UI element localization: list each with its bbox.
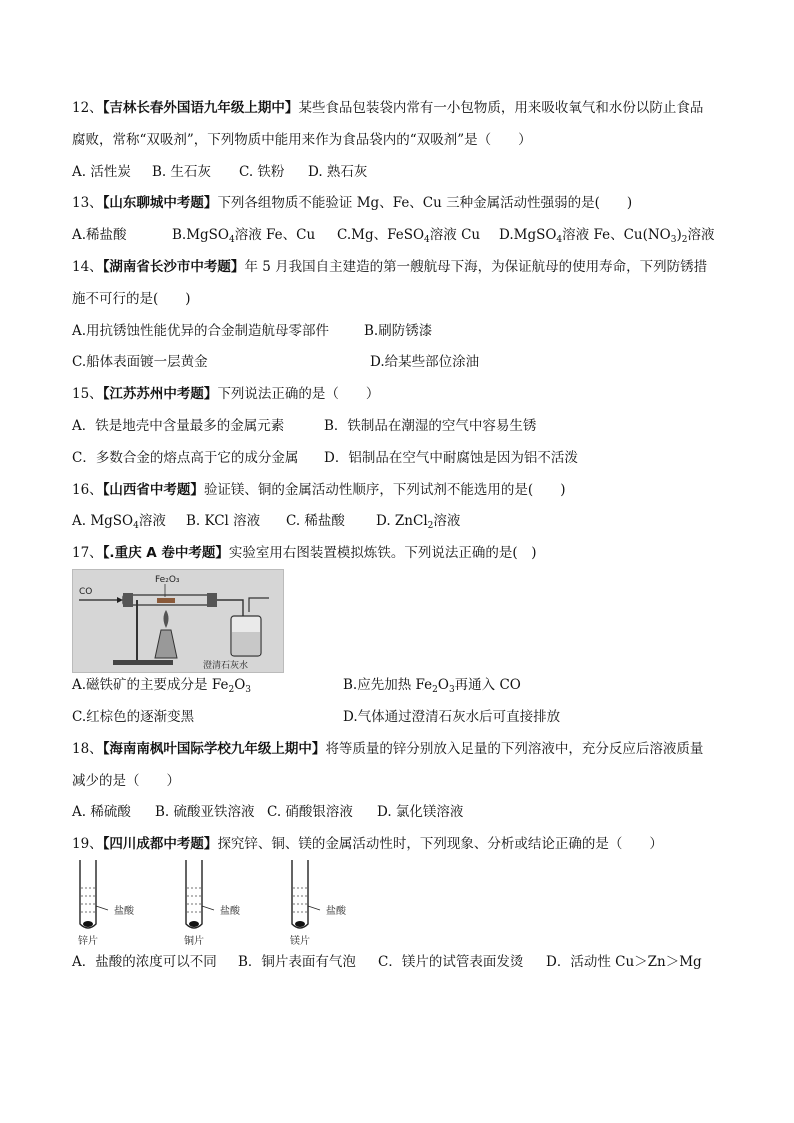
question-source: 【.重庆 A 卷中考题】	[102, 545, 229, 562]
question-17-options-ab	[72, 675, 732, 695]
acid-label: 盐酸	[114, 906, 134, 918]
option-d: D．铝制品在空气中耐腐蚀是因为铝不活泼	[324, 449, 578, 466]
zinc-label: 锌片	[78, 936, 98, 948]
option-c: C. 硝酸银溶液	[267, 804, 353, 821]
option-c: C.Mg、FeSO$_4$溶液 Cu	[337, 227, 481, 246]
test-tubes-diagram	[74, 858, 374, 948]
question-text: 探究锌、铜、镁的金属活动性时，下列现象、分析或结论正确的是（ ）	[217, 836, 663, 853]
question-12-options	[72, 162, 732, 182]
copper-test-tube	[184, 860, 241, 947]
question-19-stem	[72, 834, 732, 854]
question-12-stem-line-2: 腐败，常称“双吸剂”，下列物质中能用来作为食品袋内的“双吸剂”是（ ）	[72, 131, 532, 148]
option-c: C．镁片的试管表面发烫	[378, 954, 524, 971]
stopper-left	[123, 593, 133, 607]
question-15-stem	[72, 384, 732, 404]
option-b: B．铜片表面有气泡	[238, 954, 356, 971]
option-c: C．多数合金的熔点高于它的成分金属	[72, 449, 299, 466]
option-a: A.用抗锈蚀性能优异的合金制造航母零部件	[72, 322, 330, 339]
acid-label: 盐酸	[220, 906, 240, 918]
question-14-stem-line-2: 施不可行的是( )	[72, 290, 191, 307]
question-text: 某些食品包装袋内常有一小包物质，用来吸收氧气和水份以防止食品	[298, 100, 704, 116]
exam-page	[72, 98, 732, 972]
question-15-options-cd	[72, 448, 732, 468]
limewater-label: 澄清石灰水	[203, 661, 249, 672]
question-source: 【江苏苏州中考题】	[102, 386, 218, 403]
question-17-stem	[72, 543, 732, 563]
option-b: B. 硫酸亚铁溶液	[155, 804, 255, 821]
question-18-stem-line-1	[72, 739, 732, 759]
question-source: 【山东聊城中考题】	[102, 195, 218, 212]
magnesium-label: 镁片	[290, 936, 310, 948]
question-15-options-ab	[72, 416, 732, 436]
stand-base	[113, 660, 173, 665]
ironmaking-apparatus-figure	[72, 569, 284, 673]
option-d: D.MgSO$_4$溶液 Fe、$Cu(NO_3)_2$溶液	[499, 227, 715, 246]
zinc-test-tube	[78, 860, 135, 947]
option-b: B. KCl 溶液	[186, 513, 261, 530]
fe2o3-label: Fe₂O₃	[155, 575, 180, 586]
question-text: 下列各组物质不能验证 Mg、Fe、Cu 三种金属活动性强弱的是( )	[217, 195, 633, 212]
option-c: C. 稀盐酸	[286, 513, 345, 530]
question-14-options-cd	[72, 352, 732, 372]
question-source: 【山西省中考题】	[102, 481, 204, 498]
option-a: A. 活性炭	[72, 163, 131, 180]
question-18-stem-line-2: 减少的是（ ）	[72, 772, 180, 789]
question-number: 17、	[72, 545, 103, 562]
question-17-options-cd	[72, 707, 732, 727]
question-text: 将等质量的锌分别放入足量的下列溶液中，充分反应后溶液质量	[325, 740, 704, 757]
option-d: D.给某些部位涂油	[370, 354, 480, 371]
question-text: 年 5 月我国自主建造的第一艘航母下海，为保证航母的使用寿命，下列防锈措	[244, 258, 708, 275]
option-c: C.船体表面镀一层黄金	[72, 354, 208, 371]
question-13-stem	[72, 193, 732, 213]
option-c: C.红棕色的逐渐变黑	[72, 708, 195, 725]
question-number: 13、	[72, 195, 103, 212]
question-14-stem-line-1	[72, 257, 732, 277]
option-b: B.MgSO$_4$溶液 Fe、Cu	[172, 227, 316, 246]
acid-label: 盐酸	[326, 906, 346, 918]
question-12-stem-line-1	[72, 98, 732, 118]
option-d: D. 氯化镁溶液	[377, 804, 464, 821]
question-number: 16、	[72, 481, 103, 498]
question-16-stem	[72, 480, 732, 500]
option-c: C. 铁粉	[239, 163, 285, 180]
option-d: D. ZnCl$_2$溶液	[376, 513, 461, 532]
option-a: A.稀盐酸	[72, 227, 127, 244]
question-source: 【四川成都中考题】	[102, 836, 218, 853]
question-text: 下列说法正确的是（ ）	[217, 386, 380, 403]
question-19-options	[72, 952, 732, 972]
option-b: B. 生石灰	[152, 163, 212, 180]
question-number: 15、	[72, 386, 103, 403]
option-d: D.气体通过澄清石灰水后可直接排放	[343, 708, 561, 725]
magnesium-test-tube	[290, 860, 347, 947]
question-source: 【海南南枫叶国际学校九年级上期中】	[102, 740, 326, 757]
option-a: A．铁是地壳中含量最多的金属元素	[72, 417, 285, 434]
option-a: A. 稀硫酸	[72, 804, 131, 821]
question-14-options-ab	[72, 321, 732, 341]
ironmaking-apparatus-diagram	[73, 570, 283, 672]
question-text: 验证镁、铜的金属活动性顺序，下列试剂不能选用的是( )	[203, 481, 566, 498]
question-13-options	[72, 225, 732, 245]
question-number: 12、	[72, 100, 103, 116]
option-a: A. MgSO$_4$溶液	[72, 513, 166, 532]
question-source: 【湖南省长沙市中考题】	[102, 258, 245, 275]
option-b: B.刷防锈漆	[364, 322, 433, 339]
option-d: D．活动性 Cu＞Zn＞Mg	[546, 954, 702, 971]
question-18-options	[72, 802, 732, 822]
question-source: 【吉林长春外国语九年级上期中】	[102, 100, 299, 116]
option-a: A．盐酸的浓度可以不同	[72, 954, 217, 971]
option-b: B.应先加热 $Fe_2O_3$再通入 CO	[343, 677, 521, 696]
co-label: CO	[79, 587, 93, 598]
question-number: 19、	[72, 836, 103, 853]
question-16-options	[72, 511, 732, 531]
test-tubes-figure	[74, 858, 374, 948]
question-text: 实验室用右图装置模拟炼铁。下列说法正确的是( )	[228, 545, 537, 562]
question-number: 18、	[72, 740, 103, 757]
fe2o3-sample	[157, 598, 175, 603]
stopper-right	[207, 593, 217, 607]
copper-label: 铜片	[184, 936, 204, 948]
option-d: D. 熟石灰	[308, 163, 368, 180]
option-b: B．铁制品在潮湿的空气中容易生锈	[324, 417, 537, 434]
question-number: 14、	[72, 258, 103, 275]
option-a: A.磁铁矿的主要成分是 $Fe_2O_3$	[72, 677, 251, 696]
